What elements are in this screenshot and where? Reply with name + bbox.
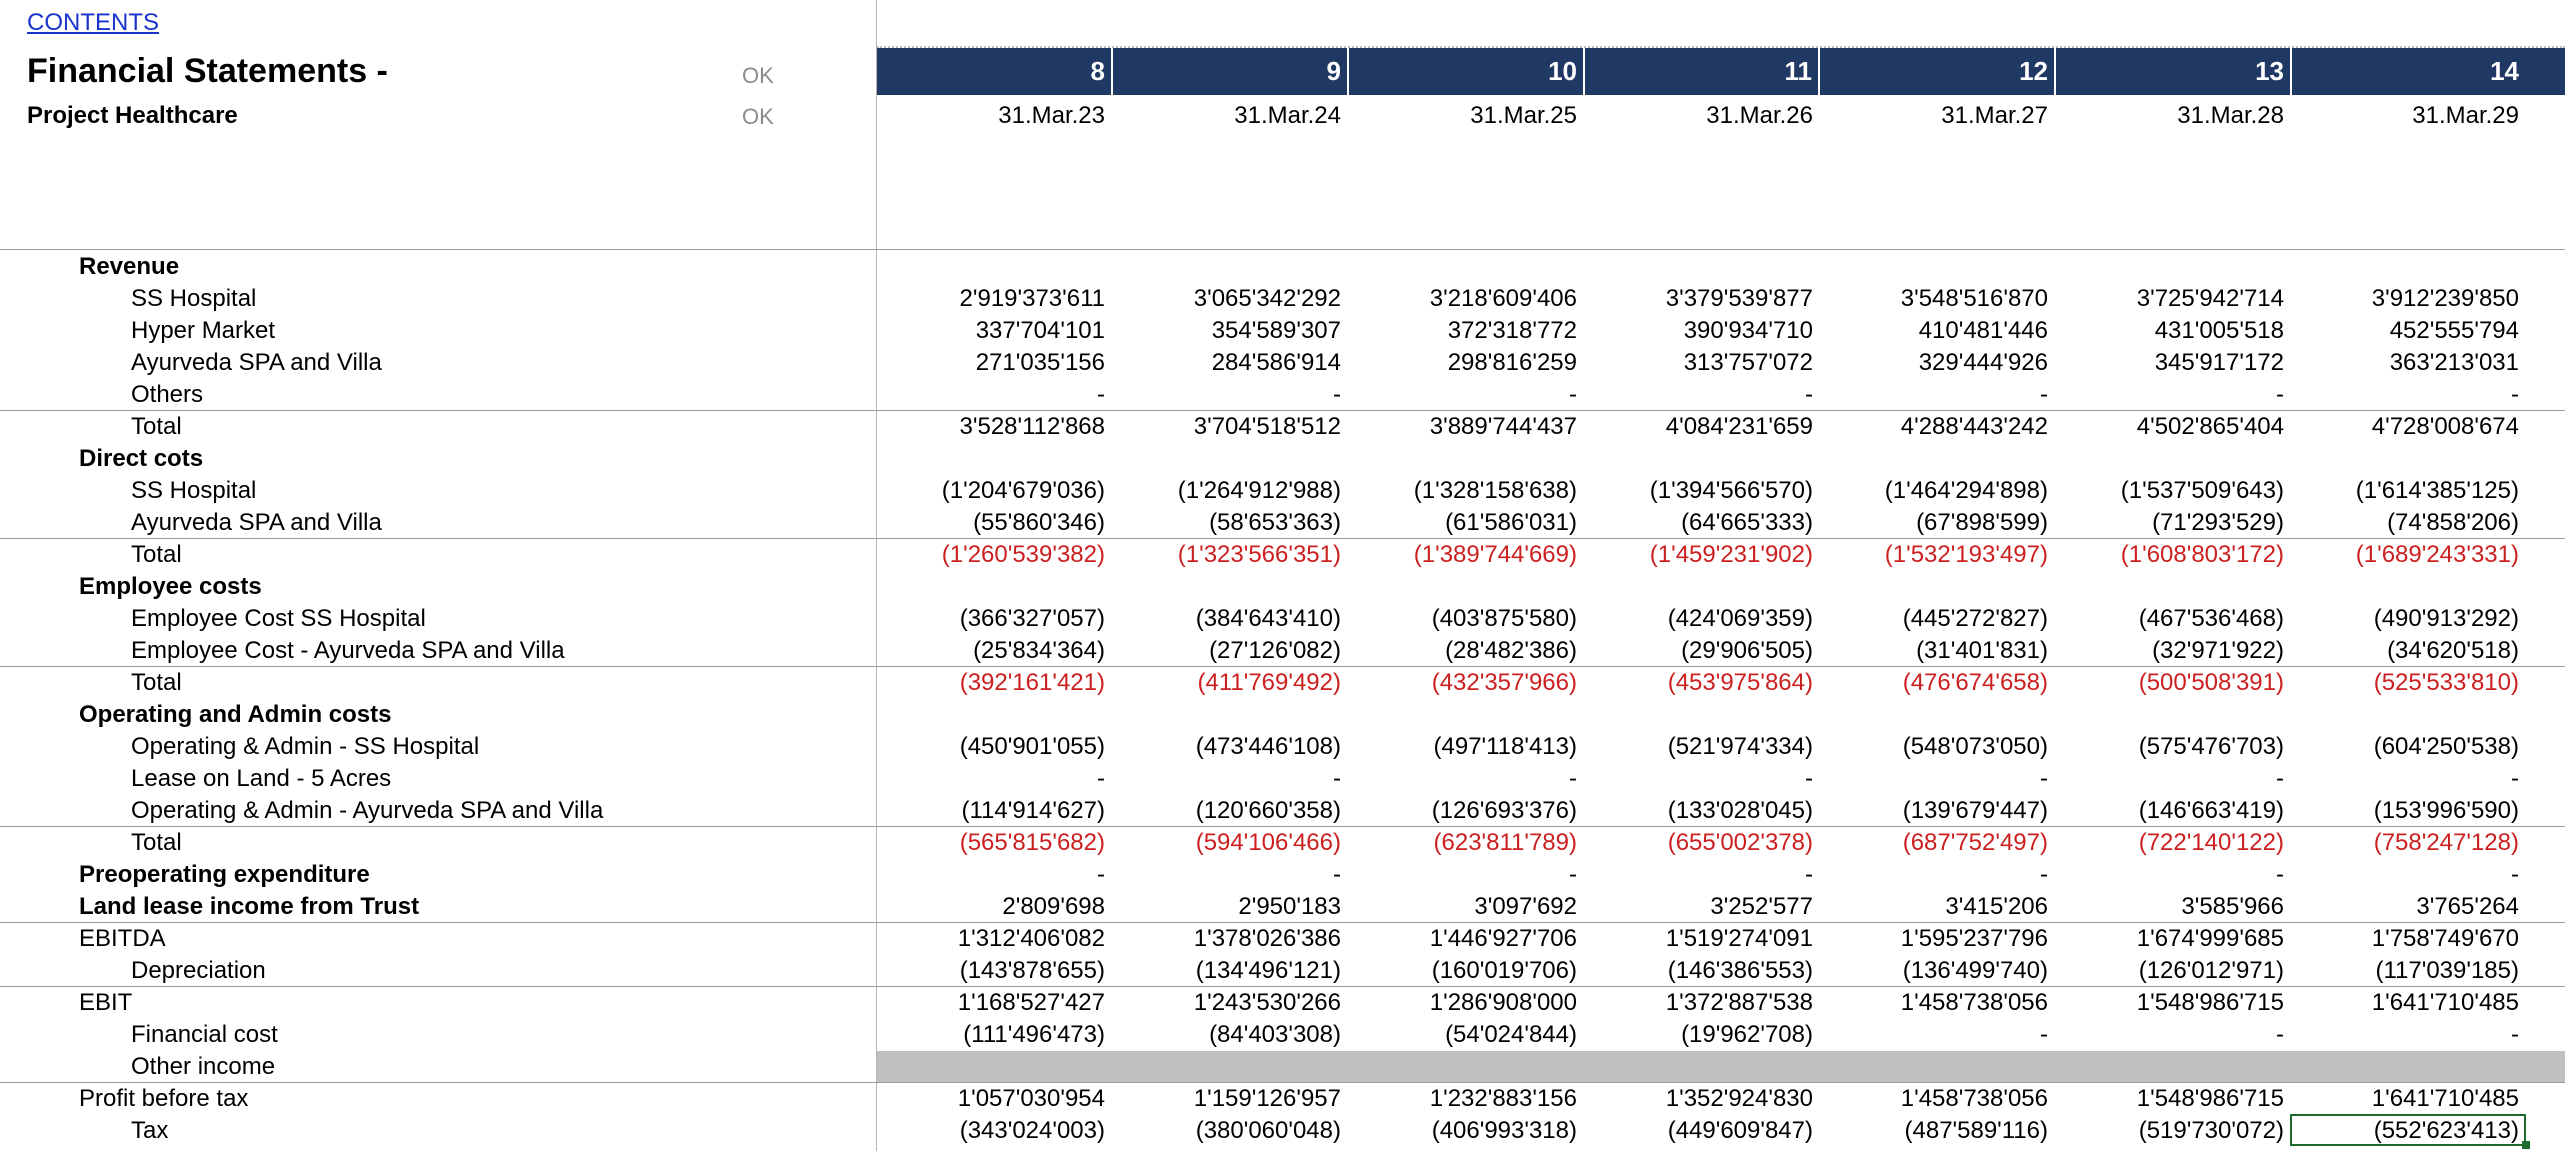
value-cell[interactable]: 3'889'744'437 <box>1429 413 1577 440</box>
value-cell[interactable]: (27'126'082) <box>1209 637 1341 664</box>
value-cell[interactable]: - <box>2276 861 2284 888</box>
value-cell[interactable]: - <box>2040 765 2048 792</box>
value-cell[interactable]: (594'106'466) <box>1195 829 1341 856</box>
value-cell[interactable]: 284'586'914 <box>1211 349 1341 376</box>
value-cell[interactable]: (758'247'128) <box>2373 829 2519 856</box>
value-cell[interactable]: - <box>1569 381 1577 408</box>
table-row <box>0 1114 2565 1146</box>
table-row <box>0 986 2565 1018</box>
header-separator <box>1347 48 1349 95</box>
row-label[interactable]: Preoperating expenditure <box>79 861 370 888</box>
row-label[interactable]: Total <box>131 413 182 440</box>
fill-handle[interactable] <box>2522 1141 2530 1149</box>
value-cell[interactable]: (548'073'050) <box>1902 733 2048 760</box>
value-cell[interactable]: (146'663'419) <box>2138 797 2284 824</box>
value-cell[interactable]: - <box>2511 381 2519 408</box>
value-cell[interactable]: - <box>2276 381 2284 408</box>
value-cell[interactable]: 1'641'710'485 <box>2371 989 2519 1016</box>
value-cell[interactable]: (114'914'627) <box>961 797 1105 824</box>
value-cell[interactable]: 313'757'072 <box>1683 349 1813 376</box>
value-cell[interactable]: (19'962'708) <box>1681 1021 1813 1048</box>
value-cell[interactable]: - <box>2040 861 2048 888</box>
value-cell[interactable]: 3'415'206 <box>1945 893 2048 920</box>
value-cell[interactable]: 1'286'908'000 <box>1429 989 1577 1016</box>
period-number[interactable]: 11 <box>1784 56 1812 86</box>
header-separator <box>1111 48 1113 95</box>
value-cell[interactable]: (366'327'057) <box>959 605 1105 632</box>
value-cell[interactable]: (1'532'193'497) <box>1884 541 2048 568</box>
value-cell[interactable]: (1'264'912'988) <box>1177 477 1341 504</box>
value-cell[interactable]: 1'372'887'538 <box>1665 989 1813 1016</box>
table-row <box>0 378 2565 410</box>
value-cell[interactable]: 3'065'342'292 <box>1193 285 1341 312</box>
table-row <box>0 346 2565 378</box>
row-label[interactable]: Others <box>131 381 204 408</box>
value-cell[interactable]: 2'809'698 <box>1002 893 1105 920</box>
row-label[interactable]: SS Hospital <box>131 285 257 312</box>
value-cell[interactable]: (120'660'358) <box>1195 797 1341 824</box>
value-cell[interactable]: (384'643'410) <box>1195 605 1341 632</box>
value-cell[interactable]: (519'730'072) <box>2138 1117 2284 1144</box>
row-label[interactable]: SS Hospital <box>131 477 257 504</box>
row-label[interactable]: Lease on Land - 5 Acres <box>131 765 392 792</box>
value-cell[interactable]: (490'913'292) <box>2373 605 2519 632</box>
value-cell[interactable]: - <box>2511 861 2519 888</box>
contents-link[interactable]: CONTENTS <box>27 9 159 36</box>
header-separator <box>1818 48 1820 95</box>
value-cell[interactable]: (1'260'539'382) <box>941 541 1105 568</box>
period-date[interactable]: 31.Mar.26 <box>1706 102 1813 129</box>
row-label[interactable]: Tax <box>131 1117 169 1144</box>
value-cell[interactable]: (160'019'706) <box>1431 957 1577 984</box>
table-row <box>0 474 2565 506</box>
value-cell[interactable]: (552'623'413) <box>2373 1117 2519 1144</box>
row-label[interactable]: Financial cost <box>131 1021 278 1048</box>
value-cell[interactable]: 410'481'446 <box>1918 317 2048 344</box>
value-cell[interactable]: (392'161'421) <box>959 669 1105 696</box>
period-number[interactable]: 14 <box>2490 56 2519 86</box>
value-cell[interactable]: 2'950'183 <box>1238 893 1341 920</box>
value-cell[interactable]: (403'875'580) <box>1431 605 1577 632</box>
value-cell[interactable]: 337'704'101 <box>975 317 1105 344</box>
period-header-band <box>877 48 2565 95</box>
value-cell[interactable]: (497'118'413) <box>1433 733 1577 760</box>
value-cell[interactable]: (29'906'505) <box>1681 637 1813 664</box>
value-cell[interactable]: 329'444'926 <box>1918 349 2048 376</box>
value-cell[interactable]: 298'816'259 <box>1447 349 1577 376</box>
table-row <box>0 890 2565 922</box>
value-cell[interactable]: 3'528'112'868 <box>959 413 1105 440</box>
value-cell[interactable]: 3'097'692 <box>1474 893 1577 920</box>
table-row <box>0 954 2565 986</box>
row-label[interactable]: Revenue <box>79 253 180 280</box>
period-date[interactable]: 31.Mar.29 <box>2412 102 2519 129</box>
row-label[interactable]: Profit before tax <box>79 1085 249 1112</box>
value-cell[interactable]: 3'585'966 <box>2181 893 2284 920</box>
table-row <box>0 410 2565 442</box>
value-cell[interactable]: 1'168'527'427 <box>957 989 1105 1016</box>
value-cell[interactable]: (1'204'679'036) <box>941 477 1105 504</box>
value-cell[interactable]: (139'679'447) <box>1902 797 2048 824</box>
value-cell[interactable]: - <box>2040 1021 2048 1048</box>
value-cell[interactable]: 4'728'008'674 <box>2371 413 2519 440</box>
value-cell[interactable]: (146'386'553) <box>1667 957 1813 984</box>
value-cell[interactable]: 1'352'924'830 <box>1665 1085 1813 1112</box>
value-cell[interactable]: (476'674'658) <box>1902 669 2048 696</box>
value-cell[interactable]: 4'502'865'404 <box>2136 413 2284 440</box>
value-cell[interactable]: (380'060'048) <box>1195 1117 1341 1144</box>
value-cell[interactable]: 1'674'999'685 <box>2136 925 2284 952</box>
value-cell[interactable]: 1'378'026'386 <box>1193 925 1341 952</box>
table-row <box>0 826 2565 858</box>
period-number[interactable]: 9 <box>1326 56 1341 86</box>
value-cell[interactable]: 1'057'030'954 <box>957 1085 1105 1112</box>
row-label[interactable]: Land lease income from Trust <box>79 893 420 920</box>
row-label[interactable]: Employee costs <box>79 573 262 600</box>
ok-check-1: OK <box>742 63 774 88</box>
value-cell[interactable]: 2'919'373'611 <box>959 285 1105 312</box>
value-cell[interactable]: (32'971'922) <box>2152 637 2284 664</box>
table-row <box>0 442 2565 474</box>
value-cell[interactable]: (575'476'703) <box>2138 733 2284 760</box>
table-row <box>0 762 2565 794</box>
value-cell[interactable]: (143'878'655) <box>959 957 1105 984</box>
header-separator <box>2054 48 2056 95</box>
table-row <box>0 698 2565 730</box>
value-cell[interactable]: (1'608'803'172) <box>2120 541 2284 568</box>
value-cell[interactable]: - <box>1569 765 1577 792</box>
value-cell[interactable]: (623'811'789) <box>1433 829 1577 856</box>
table-row <box>0 1082 2565 1114</box>
value-cell[interactable]: (64'665'333) <box>1681 509 1813 536</box>
value-cell[interactable]: 1'458'738'056 <box>1900 989 2048 1016</box>
value-cell[interactable]: (453'975'864) <box>1667 669 1813 696</box>
period-number[interactable]: 8 <box>1090 56 1105 86</box>
value-cell[interactable]: (1'537'509'643) <box>2120 477 2284 504</box>
value-cell[interactable]: 1'312'406'082 <box>957 925 1105 952</box>
value-cell[interactable]: - <box>2511 765 2519 792</box>
value-cell[interactable]: 1'595'237'796 <box>1900 925 2048 952</box>
table-row <box>0 602 2565 634</box>
value-cell[interactable]: (126'012'971) <box>2138 957 2284 984</box>
value-cell[interactable]: 452'555'794 <box>2389 317 2519 344</box>
value-cell[interactable]: (500'508'391) <box>2138 669 2284 696</box>
table-row <box>0 730 2565 762</box>
value-cell[interactable]: 363'213'031 <box>2389 349 2519 376</box>
table-row <box>0 314 2565 346</box>
value-cell[interactable]: (74'858'206) <box>2387 509 2519 536</box>
value-cell[interactable]: 271'035'156 <box>975 349 1105 376</box>
value-cell[interactable]: (1'323'566'351) <box>1177 541 1341 568</box>
value-cell[interactable]: 1'548'986'715 <box>2136 1085 2284 1112</box>
value-cell[interactable]: (450'901'055) <box>959 733 1105 760</box>
value-cell[interactable]: (1'459'231'902) <box>1649 541 1813 568</box>
value-cell[interactable]: (58'653'363) <box>1209 509 1341 536</box>
period-date[interactable]: 31.Mar.27 <box>1941 102 2048 129</box>
value-cell[interactable]: (126'693'376) <box>1431 797 1577 824</box>
row-label[interactable]: Direct cots <box>79 445 204 472</box>
value-cell[interactable]: 354'589'307 <box>1211 317 1341 344</box>
value-cell[interactable]: - <box>1097 381 1105 408</box>
value-cell[interactable]: 345'917'172 <box>2154 349 2284 376</box>
value-cell[interactable]: 3'765'264 <box>2416 893 2519 920</box>
table-row <box>0 570 2565 602</box>
value-cell[interactable]: - <box>2511 1021 2519 1048</box>
ok-check-2: OK <box>742 104 774 129</box>
value-cell[interactable]: 1'232'883'156 <box>1429 1085 1577 1112</box>
value-cell[interactable]: 3'704'518'512 <box>1193 413 1341 440</box>
value-cell[interactable]: (473'446'108) <box>1195 733 1341 760</box>
value-cell[interactable]: 1'243'530'266 <box>1193 989 1341 1016</box>
value-cell[interactable]: 3'218'609'406 <box>1429 285 1577 312</box>
value-cell[interactable]: (84'403'308) <box>1209 1021 1341 1048</box>
table-row <box>0 250 2565 282</box>
value-cell[interactable]: (1'464'294'898) <box>1884 477 2048 504</box>
value-cell[interactable]: (133'028'045) <box>1667 797 1813 824</box>
table-row <box>0 1018 2565 1050</box>
value-cell[interactable]: 1'446'927'706 <box>1429 925 1577 952</box>
period-date[interactable]: 31.Mar.25 <box>1470 102 1577 129</box>
period-number[interactable]: 12 <box>2019 56 2048 86</box>
row-label[interactable]: Operating & Admin - Ayurveda SPA and Villa <box>131 797 604 824</box>
project-subtitle: Project Healthcare <box>27 102 238 129</box>
row-label[interactable]: Ayurveda SPA and Villa <box>131 349 382 376</box>
row-label[interactable]: Operating & Admin - SS Hospital <box>131 733 480 760</box>
value-cell[interactable]: 3'725'942'714 <box>2136 285 2284 312</box>
value-cell[interactable]: 3'548'516'870 <box>1900 285 2048 312</box>
value-cell[interactable]: (449'609'847) <box>1667 1117 1813 1144</box>
value-cell[interactable]: (31'401'831) <box>1916 637 2048 664</box>
row-label[interactable]: Total <box>131 541 182 568</box>
row-label[interactable]: Other income <box>131 1053 276 1080</box>
value-cell[interactable]: - <box>1805 861 1813 888</box>
selected-cell[interactable] <box>2290 1114 2526 1146</box>
value-cell[interactable]: 372'318'772 <box>1447 317 1577 344</box>
table-row <box>0 1050 2565 1082</box>
value-cell[interactable]: (28'482'386) <box>1445 637 1577 664</box>
value-cell[interactable]: (1'394'566'570) <box>1649 477 1813 504</box>
value-cell[interactable]: - <box>1333 381 1341 408</box>
value-cell[interactable]: (1'614'385'125) <box>2355 477 2519 504</box>
value-cell[interactable]: - <box>1805 765 1813 792</box>
value-cell[interactable]: (54'024'844) <box>1445 1021 1577 1048</box>
value-cell[interactable]: (343'024'003) <box>959 1117 1105 1144</box>
header-separator <box>2290 48 2292 95</box>
table-row <box>0 634 2565 666</box>
value-cell[interactable]: (687'752'497) <box>1902 829 2048 856</box>
value-cell[interactable]: (25'834'364) <box>973 637 1105 664</box>
value-cell[interactable]: 1'758'749'670 <box>2371 925 2519 952</box>
value-cell[interactable]: (34'620'518) <box>2387 637 2519 664</box>
row-label[interactable]: Employee Cost SS Hospital <box>131 605 426 632</box>
table-row <box>0 538 2565 570</box>
period-number[interactable]: 13 <box>2255 56 2284 86</box>
value-cell[interactable]: 3'912'239'850 <box>2371 285 2519 312</box>
period-number[interactable]: 10 <box>1548 56 1577 86</box>
value-cell[interactable]: (1'328'158'638) <box>1413 477 1577 504</box>
value-cell[interactable]: - <box>1569 861 1577 888</box>
page-title: Financial Statements - <box>27 52 388 90</box>
value-cell[interactable]: (55'860'346) <box>973 509 1105 536</box>
value-cell[interactable]: (406'993'318) <box>1431 1117 1577 1144</box>
table-row <box>0 922 2565 954</box>
value-cell[interactable]: (411'769'492) <box>1197 669 1341 696</box>
row-label[interactable]: Total <box>131 829 182 856</box>
value-cell[interactable]: 431'005'518 <box>2154 317 2284 344</box>
value-cell[interactable]: 3'379'539'877 <box>1665 285 1813 312</box>
value-cell[interactable]: - <box>2276 1021 2284 1048</box>
value-cell[interactable]: (153'996'590) <box>2373 797 2519 824</box>
table-row <box>0 794 2565 826</box>
value-cell[interactable]: - <box>1333 765 1341 792</box>
value-cell[interactable]: 1'159'126'957 <box>1193 1085 1341 1112</box>
period-date[interactable]: 31.Mar.24 <box>1234 102 1341 129</box>
value-cell[interactable]: (424'069'359) <box>1667 605 1813 632</box>
value-cell[interactable]: - <box>1333 861 1341 888</box>
value-cell[interactable]: (722'140'122) <box>2138 829 2284 856</box>
value-cell[interactable]: (525'533'810) <box>2373 669 2519 696</box>
table-row <box>0 282 2565 314</box>
value-cell[interactable]: (136'499'740) <box>1902 957 2048 984</box>
row-label[interactable]: Hyper Market <box>131 317 276 344</box>
value-cell[interactable]: (432'357'966) <box>1431 669 1577 696</box>
table-row <box>0 666 2565 698</box>
value-cell[interactable]: (1'389'744'669) <box>1413 541 1577 568</box>
value-cell[interactable]: 1'458'738'056 <box>1900 1085 2048 1112</box>
row-label[interactable]: EBIT <box>79 989 133 1016</box>
value-cell[interactable]: (487'589'116) <box>1904 1117 2048 1144</box>
row-label[interactable]: Operating and Admin costs <box>79 701 392 728</box>
value-cell[interactable]: 1'519'274'091 <box>1665 925 1813 952</box>
value-cell[interactable]: (565'815'682) <box>959 829 1105 856</box>
value-cell[interactable]: - <box>1097 861 1105 888</box>
row-label[interactable]: Depreciation <box>131 957 266 984</box>
row-label[interactable]: Total <box>131 669 182 696</box>
value-cell[interactable]: - <box>1805 381 1813 408</box>
value-cell[interactable]: - <box>2040 381 2048 408</box>
row-label[interactable]: Ayurveda SPA and Villa <box>131 509 382 536</box>
value-cell[interactable]: (655'002'378) <box>1667 829 1813 856</box>
value-cell[interactable]: 4'288'443'242 <box>1900 413 2048 440</box>
value-cell[interactable]: (1'689'243'331) <box>2355 541 2519 568</box>
value-cell[interactable]: (134'496'121) <box>1195 957 1341 984</box>
value-cell[interactable]: 4'084'231'659 <box>1665 413 1813 440</box>
value-cell[interactable]: (521'974'334) <box>1667 733 1813 760</box>
row-label[interactable]: EBITDA <box>79 925 166 952</box>
value-cell[interactable]: - <box>2276 765 2284 792</box>
header-separator <box>1583 48 1585 95</box>
period-date[interactable]: 31.Mar.23 <box>998 102 1105 129</box>
value-cell[interactable]: (604'250'538) <box>2373 733 2519 760</box>
value-cell[interactable]: (111'496'473) <box>963 1021 1105 1048</box>
value-cell[interactable]: (61'586'031) <box>1445 509 1577 536</box>
table-row <box>0 506 2565 538</box>
table-row <box>0 858 2565 890</box>
value-cell[interactable]: 3'252'577 <box>1710 893 1813 920</box>
value-cell[interactable]: (467'536'468) <box>2138 605 2284 632</box>
value-cell[interactable]: (117'039'185) <box>2375 957 2519 984</box>
value-cell[interactable]: (71'293'529) <box>2152 509 2284 536</box>
value-cell[interactable]: (445'272'827) <box>1902 605 2048 632</box>
value-cell[interactable]: - <box>1097 765 1105 792</box>
value-cell[interactable]: (67'898'599) <box>1916 509 2048 536</box>
value-cell[interactable]: 1'641'710'485 <box>2371 1085 2519 1112</box>
value-cell[interactable]: 1'548'986'715 <box>2136 989 2284 1016</box>
value-cell[interactable]: 390'934'710 <box>1683 317 1813 344</box>
period-date[interactable]: 31.Mar.28 <box>2177 102 2284 129</box>
row-label[interactable]: Employee Cost - Ayurveda SPA and Villa <box>131 637 565 664</box>
